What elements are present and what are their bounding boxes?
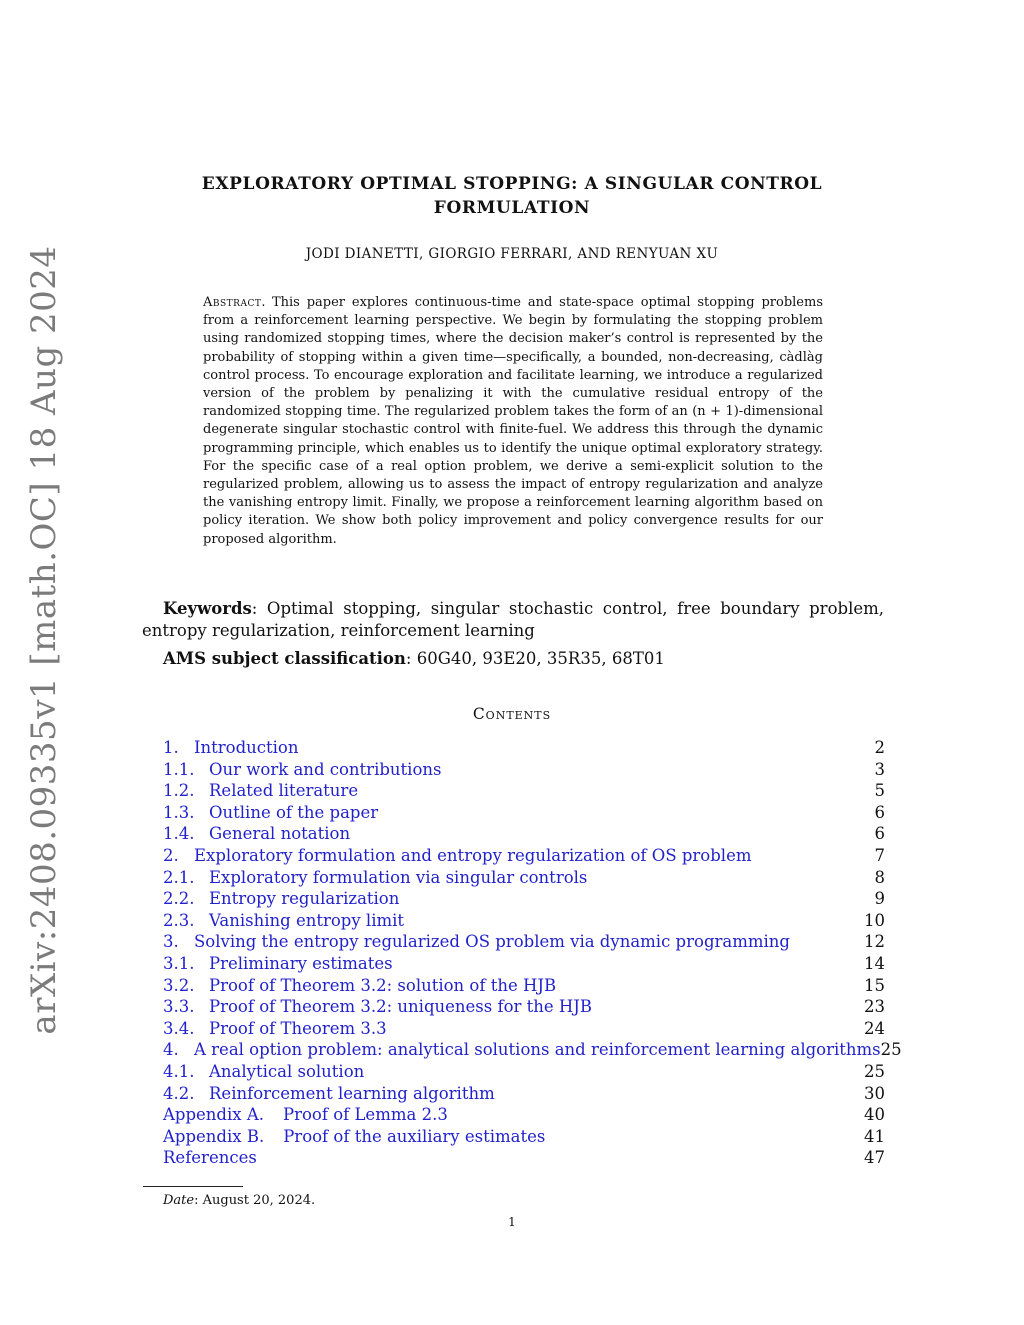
toc-page-number: 30 — [864, 1083, 885, 1103]
abstract-label: Abstract. — [203, 295, 266, 310]
toc-entry[interactable]: 4.1. Analytical solution 25 — [163, 1061, 885, 1081]
toc-page-number: 6 — [874, 802, 885, 822]
toc-entry[interactable]: 3.4. Proof of Theorem 3.3 24 — [163, 1018, 885, 1038]
toc-entry[interactable]: 1.2. Related literature 5 — [163, 781, 885, 801]
toc-page-number: 12 — [864, 932, 885, 952]
toc-entry[interactable]: 2. Exploratory formulation and entropy regularization of OS problem 7 — [163, 845, 885, 865]
toc-entry[interactable]: 1. Introduction 2 — [163, 738, 885, 757]
toc-entry[interactable]: 3.1. Preliminary estimates 14 — [163, 953, 885, 973]
toc-entry[interactable]: 3.3. Proof of Theorem 3.2: uniqueness for the HJB 23 — [163, 997, 885, 1017]
keywords-label: Keywords — [163, 599, 252, 618]
keywords — [142, 598, 884, 642]
toc-entry[interactable]: 4.2. Reinforcement learning algorithm 30 — [163, 1083, 885, 1103]
footnote-text: : August 20, 2024. — [194, 1193, 316, 1208]
toc-page-number: 25 — [864, 1061, 885, 1081]
toc-page-number: 9 — [874, 889, 885, 909]
toc-entry[interactable]: 2.2. Entropy regularization 9 — [163, 889, 885, 909]
footnote-label: Date — [163, 1193, 195, 1208]
toc-entry[interactable]: 4. A real option problem: analytical solutions and reinforcement learning algorithms 25 — [163, 1040, 902, 1060]
toc-entry[interactable]: 1.3. Outline of the paper 6 — [163, 802, 885, 822]
toc-entry[interactable]: 1.1. Our work and contributions 3 — [163, 759, 885, 779]
keywords-text: : Optimal stopping, singular stochastic control, free boundary problem, entropy regularization, reinforcement learning — [142, 599, 884, 640]
toc-page-number: 40 — [864, 1105, 885, 1125]
toc-entry[interactable]: 3. Solving the entropy regularized OS problem via dynamic programming 12 — [163, 932, 885, 952]
toc-entry[interactable]: 2.3. Vanishing entropy limit 10 — [163, 910, 885, 930]
toc-page-number: 10 — [864, 910, 885, 930]
abstract-text: This paper explores continuous-time and state-space optimal stopping problems from a reinforcement learning perspective. We begin by formulating the stopping problem using randomized stopping times, where the decision maker’s control is represented by the probability of stopping within a given time—specifically, a bounded, non-decreasing, càdlàg control process. To encourage exploration and facilitate learning, we introduce a regularized version of the problem by penalizing it with the cumulative residual entropy of the randomized stopping time. The regularized problem takes the form of an (n + 1)-dimensional degenerate singular stochastic control with finite-fuel. We address this through the dynamic programming principle, which enables us to identify the unique optimal exploratory strategy. For the specific case of a real option problem, we derive a semi-explicit solution to the regularized problem, allowing us to assess the impact of entropy regularization and analyze the vanishing entropy limit. Finally, we propose a reinforcement learning algorithm based on policy iteration. We show both policy improvement and policy convergence results for our proposed algorithm. — [203, 295, 823, 547]
toc-page-number: 47 — [864, 1148, 885, 1168]
footnote-divider — [143, 1186, 243, 1187]
abstract — [203, 294, 823, 549]
ams-text: : 60G40, 93E20, 35R35, 68T01 — [405, 649, 665, 668]
ams-classification — [163, 648, 884, 670]
date-footnote — [163, 1193, 315, 1208]
toc-entry[interactable]: 3.2. Proof of Theorem 3.2: solution of the HJB 15 — [163, 975, 885, 995]
paper-title: EXPLORATORY OPTIMAL STOPPING: A SINGULAR CONTROL FORMULATION — [201, 174, 823, 218]
toc-page-number: 3 — [874, 759, 885, 779]
toc-page-number: 2 — [874, 738, 885, 757]
toc-entry[interactable]: 1.4. General notation 6 — [163, 824, 885, 844]
toc-entry[interactable]: References 47 — [163, 1148, 885, 1168]
toc-page-number: 25 — [880, 1040, 902, 1060]
toc-page-number: 6 — [874, 824, 885, 844]
toc-page-number: 15 — [864, 975, 885, 995]
paper-authors: JODI DIANETTI, GIORGIO FERRARI, AND RENYUAN XU — [305, 246, 719, 262]
toc-entry[interactable]: 2.1. Exploratory formulation via singular controls 8 — [163, 867, 885, 887]
toc-entry[interactable]: Appendix B. Proof of the auxiliary estimates 41 — [163, 1126, 885, 1146]
toc-page-number: 7 — [874, 845, 885, 865]
contents-heading: Contents — [472, 705, 552, 723]
toc-page-number: 5 — [874, 781, 885, 801]
table-of-contents — [163, 737, 902, 1169]
page-number: 1 — [508, 1215, 516, 1229]
toc-page-number: 14 — [864, 953, 885, 973]
toc-entry[interactable]: Appendix A. Proof of Lemma 2.3 40 — [163, 1105, 885, 1125]
toc-page-number: 24 — [864, 1018, 885, 1038]
toc-page-number: 41 — [864, 1126, 885, 1146]
toc-page-number: 23 — [864, 997, 885, 1017]
arxiv-identifier-stamp: arXiv:2408.09335v1 [math.OC] 18 Aug 2024 — [24, 245, 64, 1035]
toc-page-number: 8 — [874, 867, 885, 887]
ams-label: AMS subject classification — [163, 649, 406, 668]
